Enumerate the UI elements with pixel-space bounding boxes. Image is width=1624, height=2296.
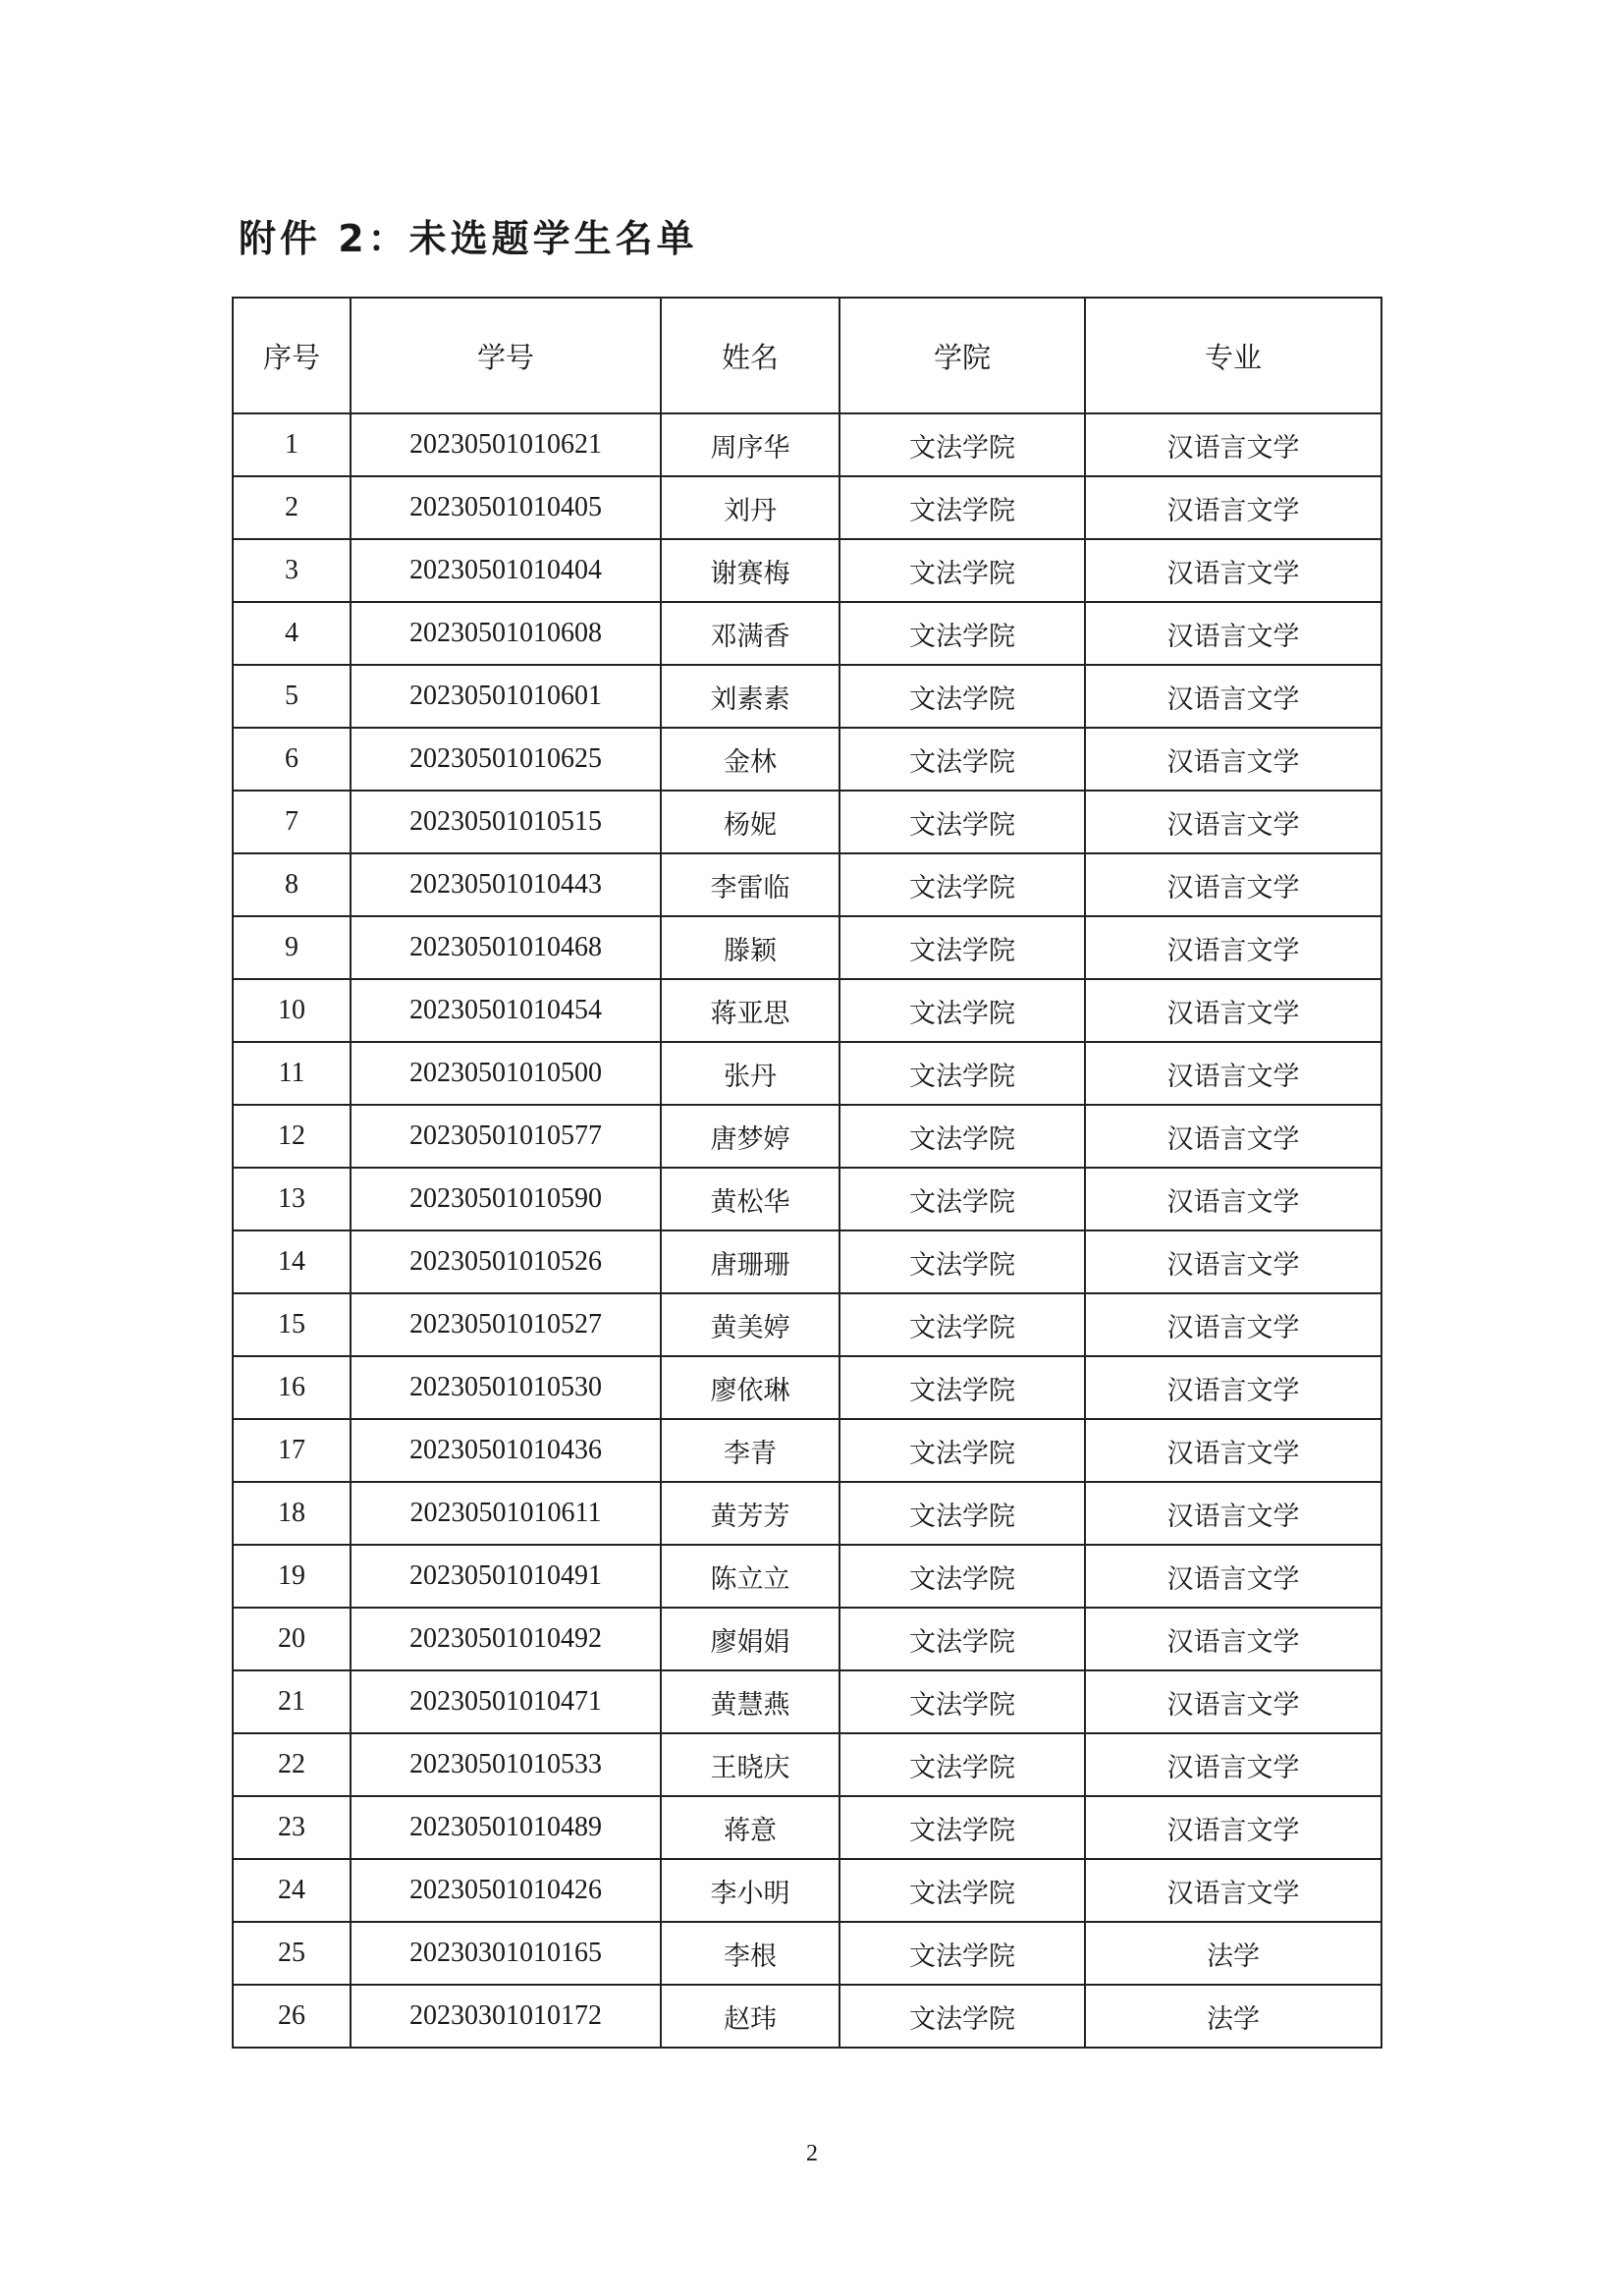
cell-major: 汉语言文学 bbox=[1085, 1733, 1381, 1796]
cell-college: 文法学院 bbox=[839, 1545, 1085, 1608]
table-row bbox=[233, 665, 1381, 728]
cell-seq: 26 bbox=[233, 1985, 351, 2048]
cell-name: 张丹 bbox=[661, 1042, 839, 1105]
cell-major: 汉语言文学 bbox=[1085, 1545, 1381, 1608]
cell-major: 汉语言文学 bbox=[1085, 1168, 1381, 1230]
cell-student-id: 20230501010625 bbox=[351, 728, 661, 791]
table-row bbox=[233, 728, 1381, 791]
table-row bbox=[233, 539, 1381, 602]
cell-student-id: 20230501010471 bbox=[351, 1670, 661, 1733]
table-body bbox=[233, 413, 1381, 2048]
cell-student-id: 20230501010492 bbox=[351, 1608, 661, 1670]
cell-college: 文法学院 bbox=[839, 1859, 1085, 1922]
cell-major: 汉语言文学 bbox=[1085, 1608, 1381, 1670]
cell-seq: 25 bbox=[233, 1922, 351, 1985]
cell-seq: 6 bbox=[233, 728, 351, 791]
page-number: 2 bbox=[806, 2141, 818, 2166]
cell-name: 黄芳芳 bbox=[661, 1482, 839, 1545]
cell-name: 赵玮 bbox=[661, 1985, 839, 2048]
cell-name: 唐珊珊 bbox=[661, 1230, 839, 1293]
cell-student-id: 20230501010468 bbox=[351, 916, 661, 979]
cell-college: 文法学院 bbox=[839, 1356, 1085, 1419]
cell-college: 文法学院 bbox=[839, 728, 1085, 791]
table-row bbox=[233, 1985, 1381, 2048]
cell-student-id: 20230501010454 bbox=[351, 979, 661, 1042]
cell-college: 文法学院 bbox=[839, 1230, 1085, 1293]
cell-student-id: 20230501010404 bbox=[351, 539, 661, 602]
cell-college: 文法学院 bbox=[839, 1105, 1085, 1168]
cell-major: 汉语言文学 bbox=[1085, 476, 1381, 539]
cell-major: 汉语言文学 bbox=[1085, 413, 1381, 476]
cell-seq: 3 bbox=[233, 539, 351, 602]
table-row bbox=[233, 602, 1381, 665]
cell-college: 文法学院 bbox=[839, 1293, 1085, 1356]
table-row bbox=[233, 1168, 1381, 1230]
cell-name: 黄慧燕 bbox=[661, 1670, 839, 1733]
cell-student-id: 20230501010577 bbox=[351, 1105, 661, 1168]
cell-name: 廖娟娟 bbox=[661, 1608, 839, 1670]
cell-college: 文法学院 bbox=[839, 916, 1085, 979]
table-row bbox=[233, 1670, 1381, 1733]
cell-seq: 22 bbox=[233, 1733, 351, 1796]
cell-college: 文法学院 bbox=[839, 1733, 1085, 1796]
table-row bbox=[233, 1482, 1381, 1545]
student-roster-table bbox=[232, 297, 1382, 2049]
cell-college: 文法学院 bbox=[839, 1985, 1085, 2048]
table-row bbox=[233, 916, 1381, 979]
cell-seq: 21 bbox=[233, 1670, 351, 1733]
header-seq: 序号 bbox=[233, 298, 351, 413]
table-row bbox=[233, 1042, 1381, 1105]
cell-major: 汉语言文学 bbox=[1085, 1670, 1381, 1733]
cell-major: 汉语言文学 bbox=[1085, 1356, 1381, 1419]
table-row bbox=[233, 979, 1381, 1042]
table-row bbox=[233, 853, 1381, 916]
cell-student-id: 20230501010443 bbox=[351, 853, 661, 916]
cell-college: 文法学院 bbox=[839, 539, 1085, 602]
cell-student-id: 20230501010515 bbox=[351, 791, 661, 853]
cell-name: 蒋意 bbox=[661, 1796, 839, 1859]
cell-college: 文法学院 bbox=[839, 1796, 1085, 1859]
cell-name: 李根 bbox=[661, 1922, 839, 1985]
cell-college: 文法学院 bbox=[839, 1922, 1085, 1985]
cell-seq: 1 bbox=[233, 413, 351, 476]
cell-seq: 16 bbox=[233, 1356, 351, 1419]
cell-name: 刘丹 bbox=[661, 476, 839, 539]
table-row bbox=[233, 1419, 1381, 1482]
cell-name: 滕颖 bbox=[661, 916, 839, 979]
cell-seq: 11 bbox=[233, 1042, 351, 1105]
cell-seq: 24 bbox=[233, 1859, 351, 1922]
cell-student-id: 20230301010172 bbox=[351, 1985, 661, 2048]
header-student-id: 学号 bbox=[351, 298, 661, 413]
cell-student-id: 20230501010608 bbox=[351, 602, 661, 665]
table-row bbox=[233, 1796, 1381, 1859]
table-row bbox=[233, 1356, 1381, 1419]
header-college: 学院 bbox=[839, 298, 1085, 413]
cell-college: 文法学院 bbox=[839, 1608, 1085, 1670]
cell-college: 文法学院 bbox=[839, 476, 1085, 539]
cell-college: 文法学院 bbox=[839, 979, 1085, 1042]
cell-seq: 9 bbox=[233, 916, 351, 979]
cell-major: 汉语言文学 bbox=[1085, 791, 1381, 853]
cell-major: 汉语言文学 bbox=[1085, 1293, 1381, 1356]
cell-seq: 2 bbox=[233, 476, 351, 539]
cell-college: 文法学院 bbox=[839, 1670, 1085, 1733]
cell-major: 汉语言文学 bbox=[1085, 1042, 1381, 1105]
cell-name: 蒋亚思 bbox=[661, 979, 839, 1042]
cell-major: 汉语言文学 bbox=[1085, 1859, 1381, 1922]
cell-major: 汉语言文学 bbox=[1085, 853, 1381, 916]
cell-major: 汉语言文学 bbox=[1085, 728, 1381, 791]
cell-major: 汉语言文学 bbox=[1085, 1482, 1381, 1545]
cell-name: 谢赛梅 bbox=[661, 539, 839, 602]
cell-name: 刘素素 bbox=[661, 665, 839, 728]
table-row bbox=[233, 1733, 1381, 1796]
cell-seq: 20 bbox=[233, 1608, 351, 1670]
table-row bbox=[233, 1922, 1381, 1985]
cell-student-id: 20230501010500 bbox=[351, 1042, 661, 1105]
cell-seq: 19 bbox=[233, 1545, 351, 1608]
cell-student-id: 20230501010590 bbox=[351, 1168, 661, 1230]
table-row bbox=[233, 1293, 1381, 1356]
cell-student-id: 20230501010526 bbox=[351, 1230, 661, 1293]
cell-college: 文法学院 bbox=[839, 1042, 1085, 1105]
cell-student-id: 20230501010436 bbox=[351, 1419, 661, 1482]
cell-name: 廖依琳 bbox=[661, 1356, 839, 1419]
cell-name: 李雷临 bbox=[661, 853, 839, 916]
cell-college: 文法学院 bbox=[839, 602, 1085, 665]
cell-name: 陈立立 bbox=[661, 1545, 839, 1608]
cell-name: 杨妮 bbox=[661, 791, 839, 853]
cell-college: 文法学院 bbox=[839, 413, 1085, 476]
cell-seq: 7 bbox=[233, 791, 351, 853]
cell-student-id: 20230501010611 bbox=[351, 1482, 661, 1545]
cell-major: 汉语言文学 bbox=[1085, 602, 1381, 665]
cell-major: 汉语言文学 bbox=[1085, 539, 1381, 602]
cell-seq: 15 bbox=[233, 1293, 351, 1356]
cell-seq: 4 bbox=[233, 602, 351, 665]
table-row bbox=[233, 1608, 1381, 1670]
table-row bbox=[233, 791, 1381, 853]
cell-major: 汉语言文学 bbox=[1085, 979, 1381, 1042]
cell-name: 唐梦婷 bbox=[661, 1105, 839, 1168]
header-name: 姓名 bbox=[661, 298, 839, 413]
cell-major: 法学 bbox=[1085, 1985, 1381, 2048]
cell-student-id: 20230501010527 bbox=[351, 1293, 661, 1356]
cell-student-id: 20230501010405 bbox=[351, 476, 661, 539]
cell-major: 汉语言文学 bbox=[1085, 665, 1381, 728]
cell-college: 文法学院 bbox=[839, 791, 1085, 853]
table-row bbox=[233, 413, 1381, 476]
cell-seq: 14 bbox=[233, 1230, 351, 1293]
table-row bbox=[233, 476, 1381, 539]
cell-major: 汉语言文学 bbox=[1085, 1230, 1381, 1293]
cell-name: 邓满香 bbox=[661, 602, 839, 665]
table-row bbox=[233, 1105, 1381, 1168]
cell-seq: 23 bbox=[233, 1796, 351, 1859]
cell-name: 周序华 bbox=[661, 413, 839, 476]
cell-major: 汉语言文学 bbox=[1085, 1419, 1381, 1482]
cell-seq: 10 bbox=[233, 979, 351, 1042]
cell-student-id: 20230501010601 bbox=[351, 665, 661, 728]
cell-major: 法学 bbox=[1085, 1922, 1381, 1985]
cell-name: 王晓庆 bbox=[661, 1733, 839, 1796]
cell-seq: 18 bbox=[233, 1482, 351, 1545]
cell-name: 李青 bbox=[661, 1419, 839, 1482]
cell-seq: 17 bbox=[233, 1419, 351, 1482]
cell-student-id: 20230501010489 bbox=[351, 1796, 661, 1859]
cell-student-id: 20230501010533 bbox=[351, 1733, 661, 1796]
cell-college: 文法学院 bbox=[839, 665, 1085, 728]
cell-seq: 12 bbox=[233, 1105, 351, 1168]
cell-seq: 13 bbox=[233, 1168, 351, 1230]
cell-major: 汉语言文学 bbox=[1085, 1105, 1381, 1168]
cell-student-id: 20230301010165 bbox=[351, 1922, 661, 1985]
cell-name: 黄美婷 bbox=[661, 1293, 839, 1356]
cell-college: 文法学院 bbox=[839, 1168, 1085, 1230]
cell-seq: 5 bbox=[233, 665, 351, 728]
document-title: 附件 2：未选题学生名单 bbox=[239, 217, 698, 260]
cell-seq: 8 bbox=[233, 853, 351, 916]
cell-name: 金林 bbox=[661, 728, 839, 791]
table-row bbox=[233, 1545, 1381, 1608]
cell-major: 汉语言文学 bbox=[1085, 916, 1381, 979]
cell-college: 文法学院 bbox=[839, 1419, 1085, 1482]
cell-student-id: 20230501010621 bbox=[351, 413, 661, 476]
header-major: 专业 bbox=[1085, 298, 1381, 413]
table-row bbox=[233, 1230, 1381, 1293]
cell-name: 李小明 bbox=[661, 1859, 839, 1922]
cell-college: 文法学院 bbox=[839, 853, 1085, 916]
cell-college: 文法学院 bbox=[839, 1482, 1085, 1545]
cell-student-id: 20230501010426 bbox=[351, 1859, 661, 1922]
table-row bbox=[233, 1859, 1381, 1922]
cell-major: 汉语言文学 bbox=[1085, 1796, 1381, 1859]
cell-student-id: 20230501010491 bbox=[351, 1545, 661, 1608]
cell-student-id: 20230501010530 bbox=[351, 1356, 661, 1419]
cell-name: 黄松华 bbox=[661, 1168, 839, 1230]
table-header-row bbox=[233, 298, 1381, 413]
